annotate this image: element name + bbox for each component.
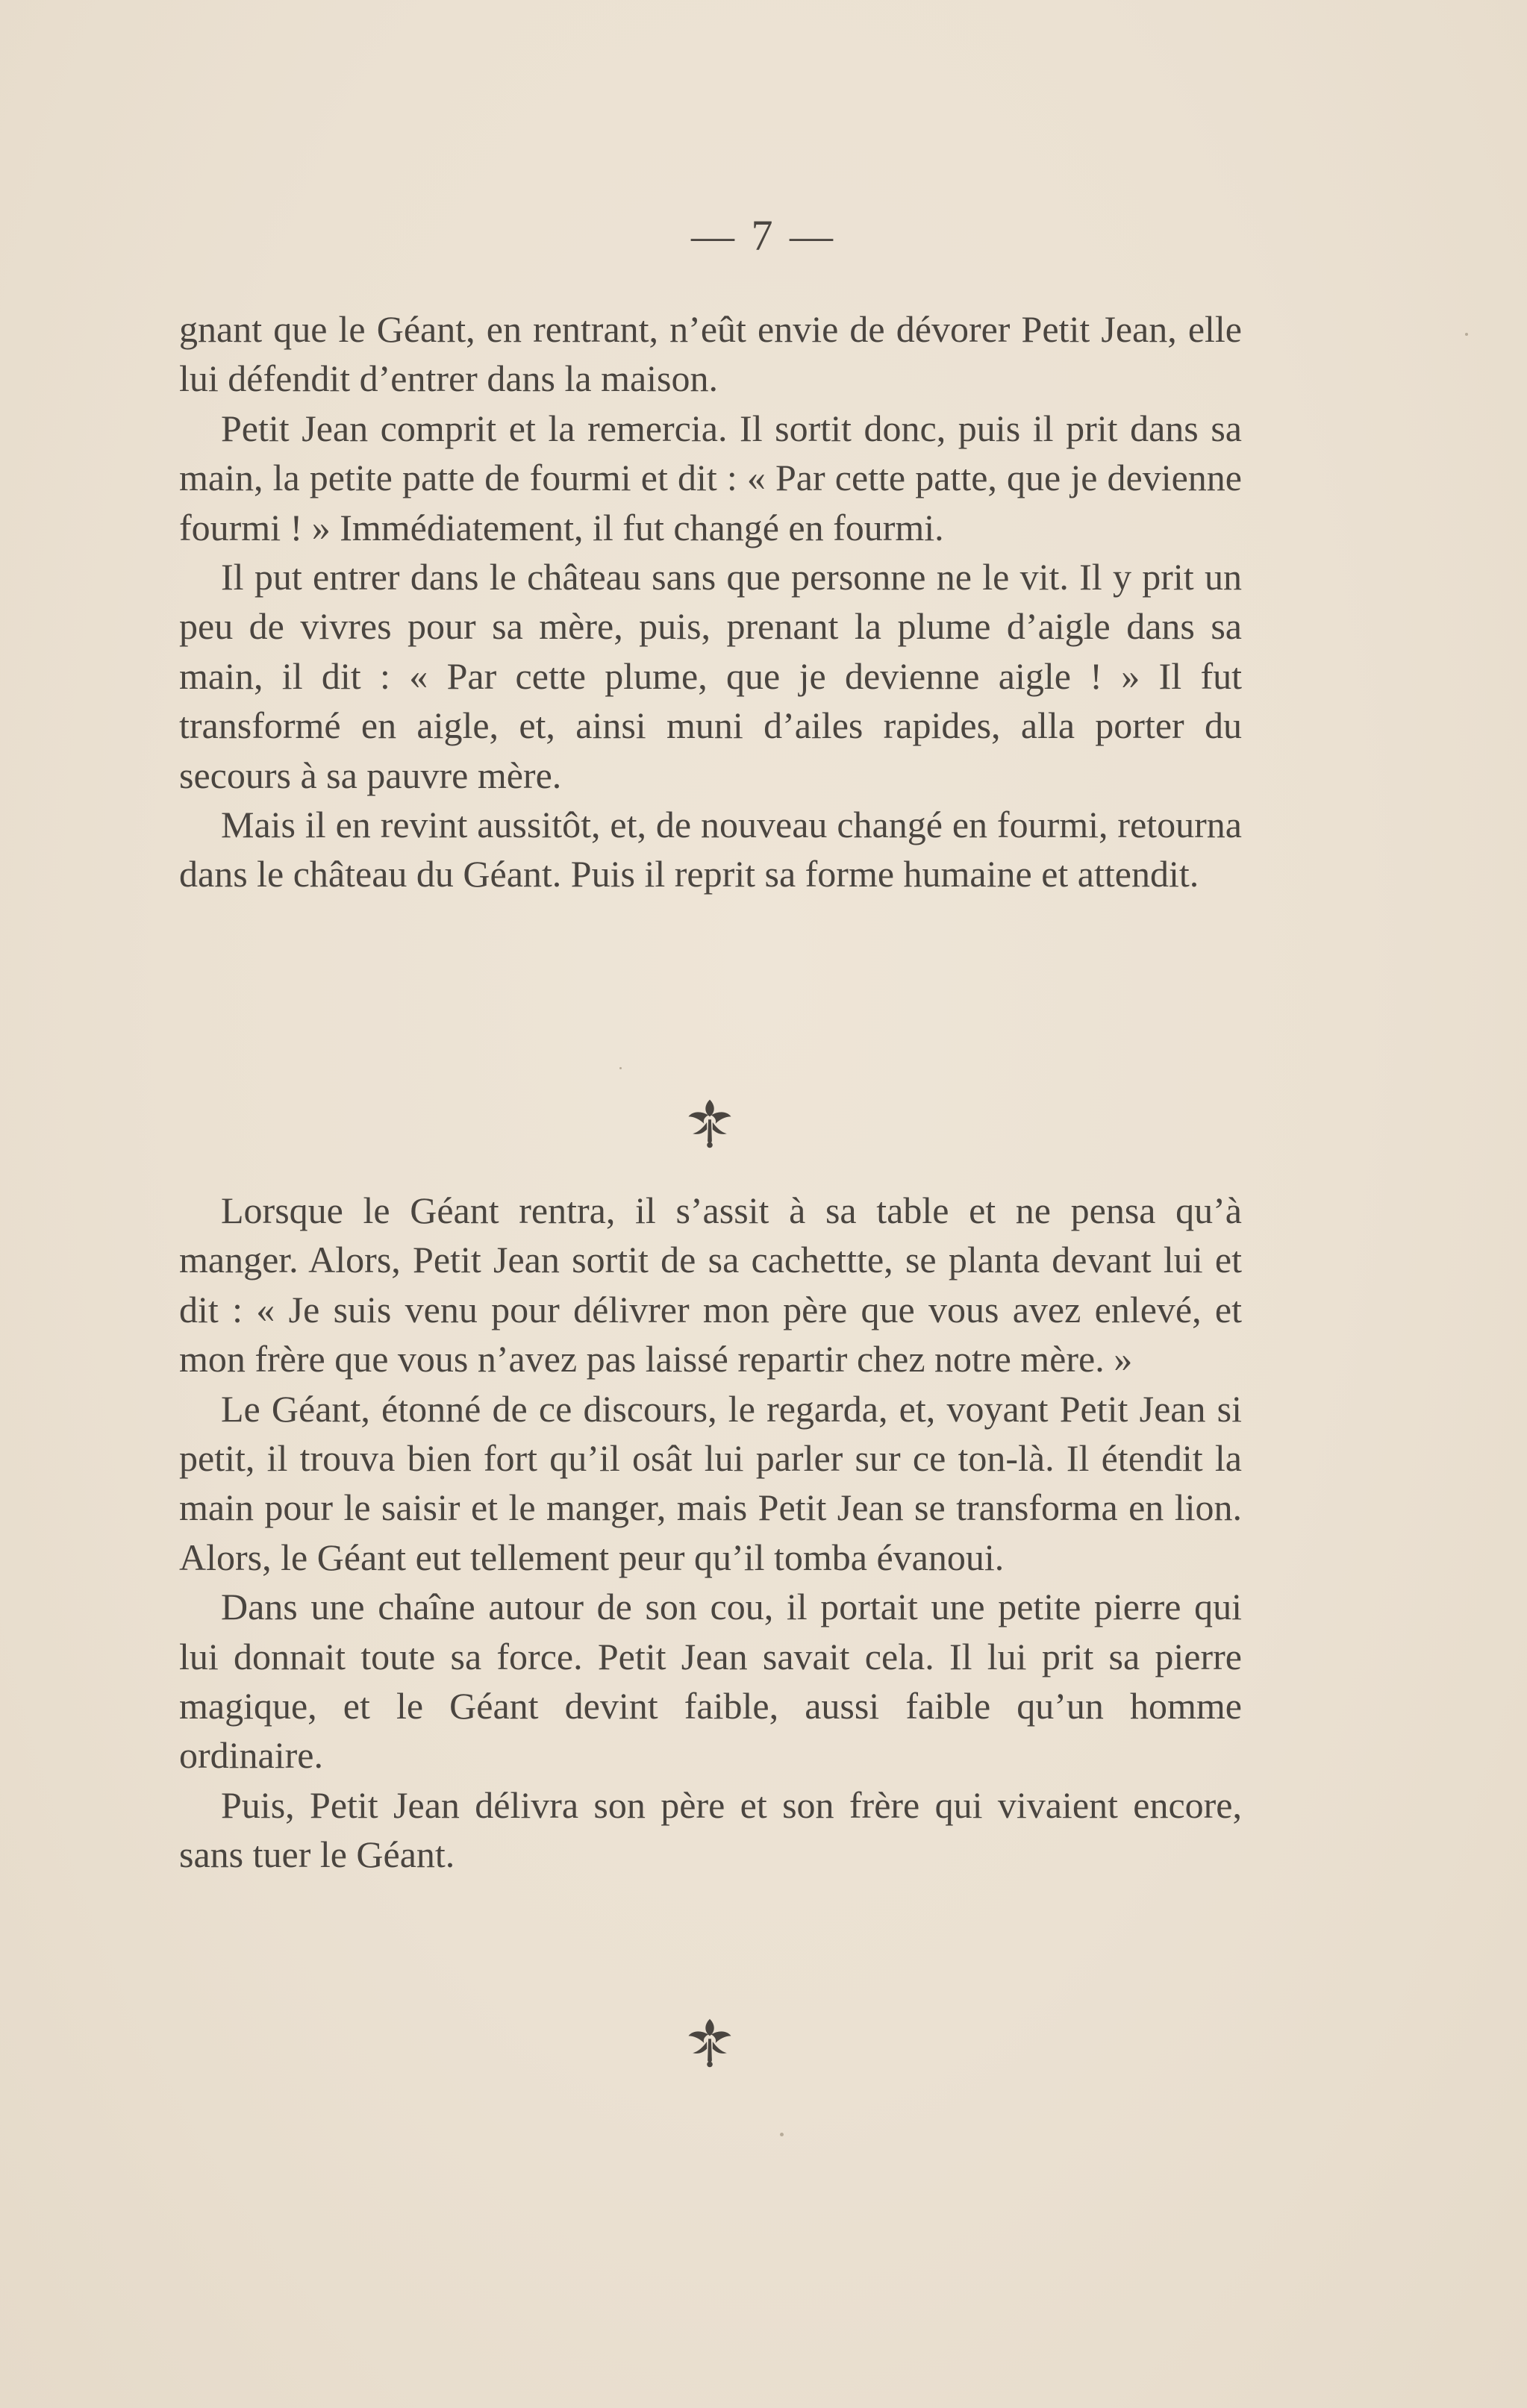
paper-speck <box>1465 333 1468 336</box>
paragraph: Le Géant, étonné de ce discours, le regarda, et, voyant Petit Jean si petit, il trouva bien fort qu’il osât lui parler sur ce ton-là. Il étendit la main pour le saisir et le manger, mais Petit Jean se transforma en lion. Alors, le Géant eut tellement peur qu’il tomba évanoui. <box>179 1387 1242 1578</box>
paragraph: Dans une chaîne autour de son cou, il portait une petite pierre qui lui donnait toute sa force. Petit Jean savait cela. Il lui prit sa pierre magique, et le Géant devint faible, aussi faible qu’un homme ordinaire. <box>179 1586 1242 1777</box>
paper-speck <box>780 2133 784 2136</box>
paragraph: Petit Jean comprit et la remercia. Il sortit donc, puis il prit dans sa main, la petite patte de fourmi et dit : « Par cette patte, que je devienne fourmi ! » Immédiatement, il fut changé en fourmi. <box>179 407 1242 548</box>
paragraph: Mais il en revint aussitôt, et, de nouveau changé en fourmi, retourna dans le château du Géant. Puis il reprit sa forme humaine et attendit. <box>179 804 1242 895</box>
paragraph: Lorsque le Géant rentra, il s’assit à sa table et ne pensa qu’à manger. Alors, Petit Jean sortit de sa cachettte, se planta devant lui et dit : « Je suis venu pour délivrer mon père que vous avez enlevé, et mon frère que vous n’avez pas laissé repartir chez notre mère. » <box>179 1189 1242 1380</box>
paper-speck <box>619 1067 622 1069</box>
fleuron-icon <box>681 1094 738 1151</box>
text-section-2 <box>179 1186 1242 1880</box>
text-section-1 <box>179 304 1242 899</box>
fleuron-icon <box>681 2013 738 2070</box>
paragraph: Il put entrer dans le château sans que personne ne le vit. Il y prit un peu de vivres pour sa mère, puis, prenant la plume d’aigle dans sa main, il dit : « Par cette plume, que je devienne aigle ! » Il fut transformé en aigle, et, ainsi muni d’ailes rapides, alla porter du secours à sa pauvre mère. <box>179 556 1242 796</box>
page-number: — 7 — <box>691 211 836 260</box>
paragraph: Puis, Petit Jean délivra son père et son frère qui vivaient encore, sans tuer le Géant. <box>179 1783 1242 1876</box>
paragraph: gnant que le Géant, en rentrant, n’eût envie de dévorer Petit Jean, elle lui défendit d’entrer dans la maison. <box>179 308 1242 400</box>
